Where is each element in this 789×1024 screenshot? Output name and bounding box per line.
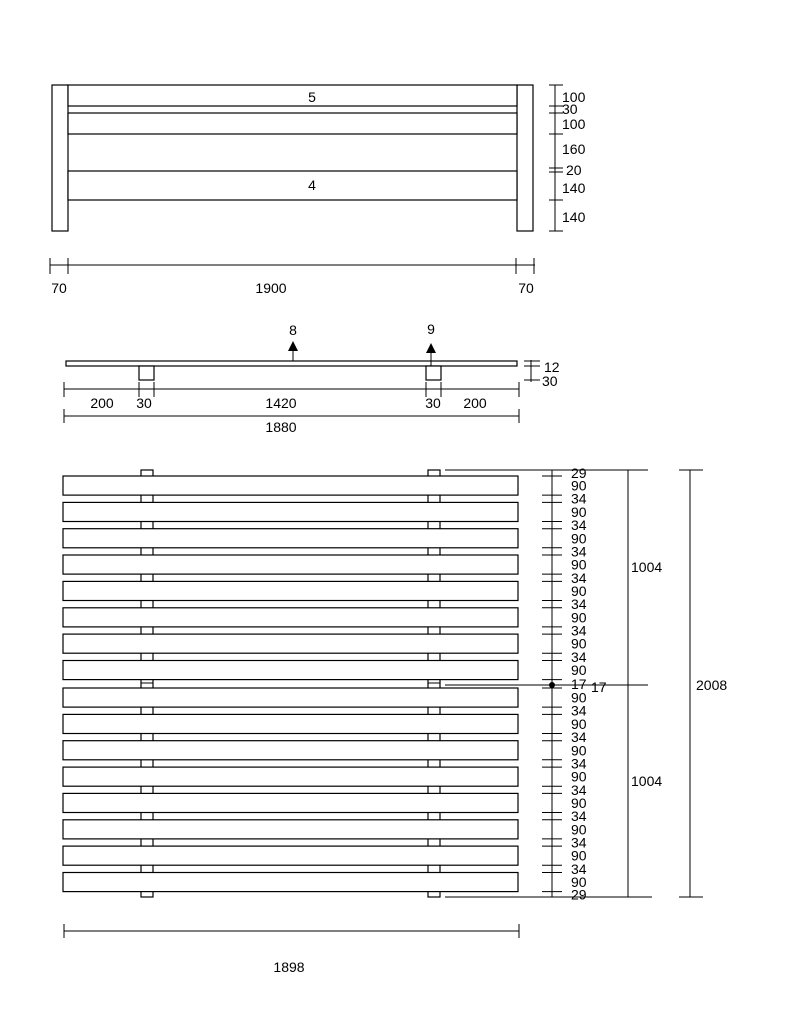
chain-dim-label: 90 [571, 583, 587, 599]
chain-dim-label: 34 [571, 569, 587, 586]
deck-board [63, 555, 518, 574]
side-batten-right [426, 366, 441, 380]
total-width: 1898 [273, 959, 305, 975]
total-height: 2008 [696, 677, 728, 693]
side-dim: 1420 [265, 395, 297, 411]
front-dim: 1900 [255, 280, 287, 296]
deck-board [63, 688, 518, 707]
side-dim: 30 [542, 373, 558, 389]
chain-dim-label: 34 [571, 648, 587, 665]
chain-dim-label: 34 [571, 834, 587, 851]
chain-dim-label: 90 [571, 556, 587, 573]
front-dim: 20 [566, 162, 582, 178]
deck-board [63, 820, 518, 839]
left-post [52, 85, 68, 231]
chain-dim-label: 34 [571, 622, 587, 639]
chain-dim-label: 90 [571, 477, 587, 494]
front-dim: 100 [562, 89, 586, 105]
top-view [63, 465, 587, 902]
deck-board [63, 873, 518, 892]
front-dim: 100 [562, 116, 586, 132]
side-dim: 30 [425, 395, 441, 411]
center-dim-extra: 17 [591, 679, 607, 695]
side-dim: 200 [463, 395, 487, 411]
chain-dim-label: 34 [571, 517, 587, 534]
side-dim: 30 [136, 395, 152, 411]
deck-board [63, 767, 518, 786]
chain-dim-label: 34 [571, 702, 587, 719]
part-label-5: 5 [308, 89, 316, 105]
arrow-head-icon [288, 341, 298, 351]
deck-board [63, 634, 518, 653]
front-dim: 160 [562, 141, 586, 157]
side-dim: 12 [544, 359, 560, 375]
chain-dim-label: 90 [571, 768, 587, 785]
chain-dim-label: 90 [571, 530, 587, 547]
top-rail [68, 85, 517, 106]
front-view [50, 85, 586, 296]
chain-dim-label: 90 [571, 847, 587, 864]
chain-dim-label: 90 [571, 795, 587, 811]
chain-dim-label: 34 [571, 596, 587, 613]
half-total-bottom: 1004 [631, 773, 663, 789]
lower-rail [68, 171, 517, 200]
front-dim: 30 [562, 101, 578, 117]
side-total-dim: 1880 [265, 419, 297, 435]
chain-dim-label: 34 [571, 860, 587, 877]
deck-board [63, 581, 518, 600]
chain-dim-label: 90 [571, 635, 587, 652]
front-dim: 140 [562, 180, 586, 196]
chain-dim-label: 90 [571, 689, 587, 706]
chain-dim-label: 34 [571, 808, 587, 825]
chain-dim-label: 34 [571, 755, 587, 772]
chain-dim-label: 90 [571, 609, 587, 626]
chain-dim-label: 34 [571, 543, 587, 560]
front-dim: 140 [562, 209, 586, 225]
deck-board [63, 661, 518, 680]
arrow-head-icon [426, 343, 436, 353]
deck-board [63, 714, 518, 733]
chain-dim-label: 34 [571, 729, 587, 746]
marker-label-8: 8 [289, 322, 297, 338]
chain-dim-label: 90 [571, 874, 587, 890]
side-batten-left [139, 366, 154, 380]
chain-dim-label: 90 [571, 715, 587, 732]
side-dim: 200 [90, 395, 114, 411]
side-view [64, 321, 560, 435]
part-label-4: 4 [308, 177, 316, 193]
half-total-top: 1004 [631, 559, 663, 575]
chain-dim-label: 17 [571, 675, 587, 692]
chain-dim-label: 90 [571, 821, 587, 838]
side-board [66, 361, 517, 366]
deck-board [63, 608, 518, 627]
front-dim: 70 [51, 280, 67, 296]
chain-dim-label: 34 [571, 781, 587, 798]
chain-dim-label: 90 [571, 662, 587, 678]
second-rail [68, 113, 517, 134]
chain-dim-label: 90 [571, 503, 587, 520]
front-dim: 70 [518, 280, 534, 296]
deck-board [63, 741, 518, 760]
chain-dim-label: 90 [571, 742, 587, 759]
deck-board [63, 529, 518, 548]
right-post [517, 85, 533, 231]
deck-board [63, 502, 518, 521]
deck-board [63, 476, 518, 495]
center-point [549, 682, 555, 688]
deck-board [63, 846, 518, 865]
deck-board [63, 793, 518, 812]
chain-dim-label: 29 [571, 886, 587, 903]
marker-label-9: 9 [427, 321, 435, 337]
chain-dim-label: 29 [571, 465, 587, 481]
chain-dim-label: 34 [571, 490, 587, 507]
